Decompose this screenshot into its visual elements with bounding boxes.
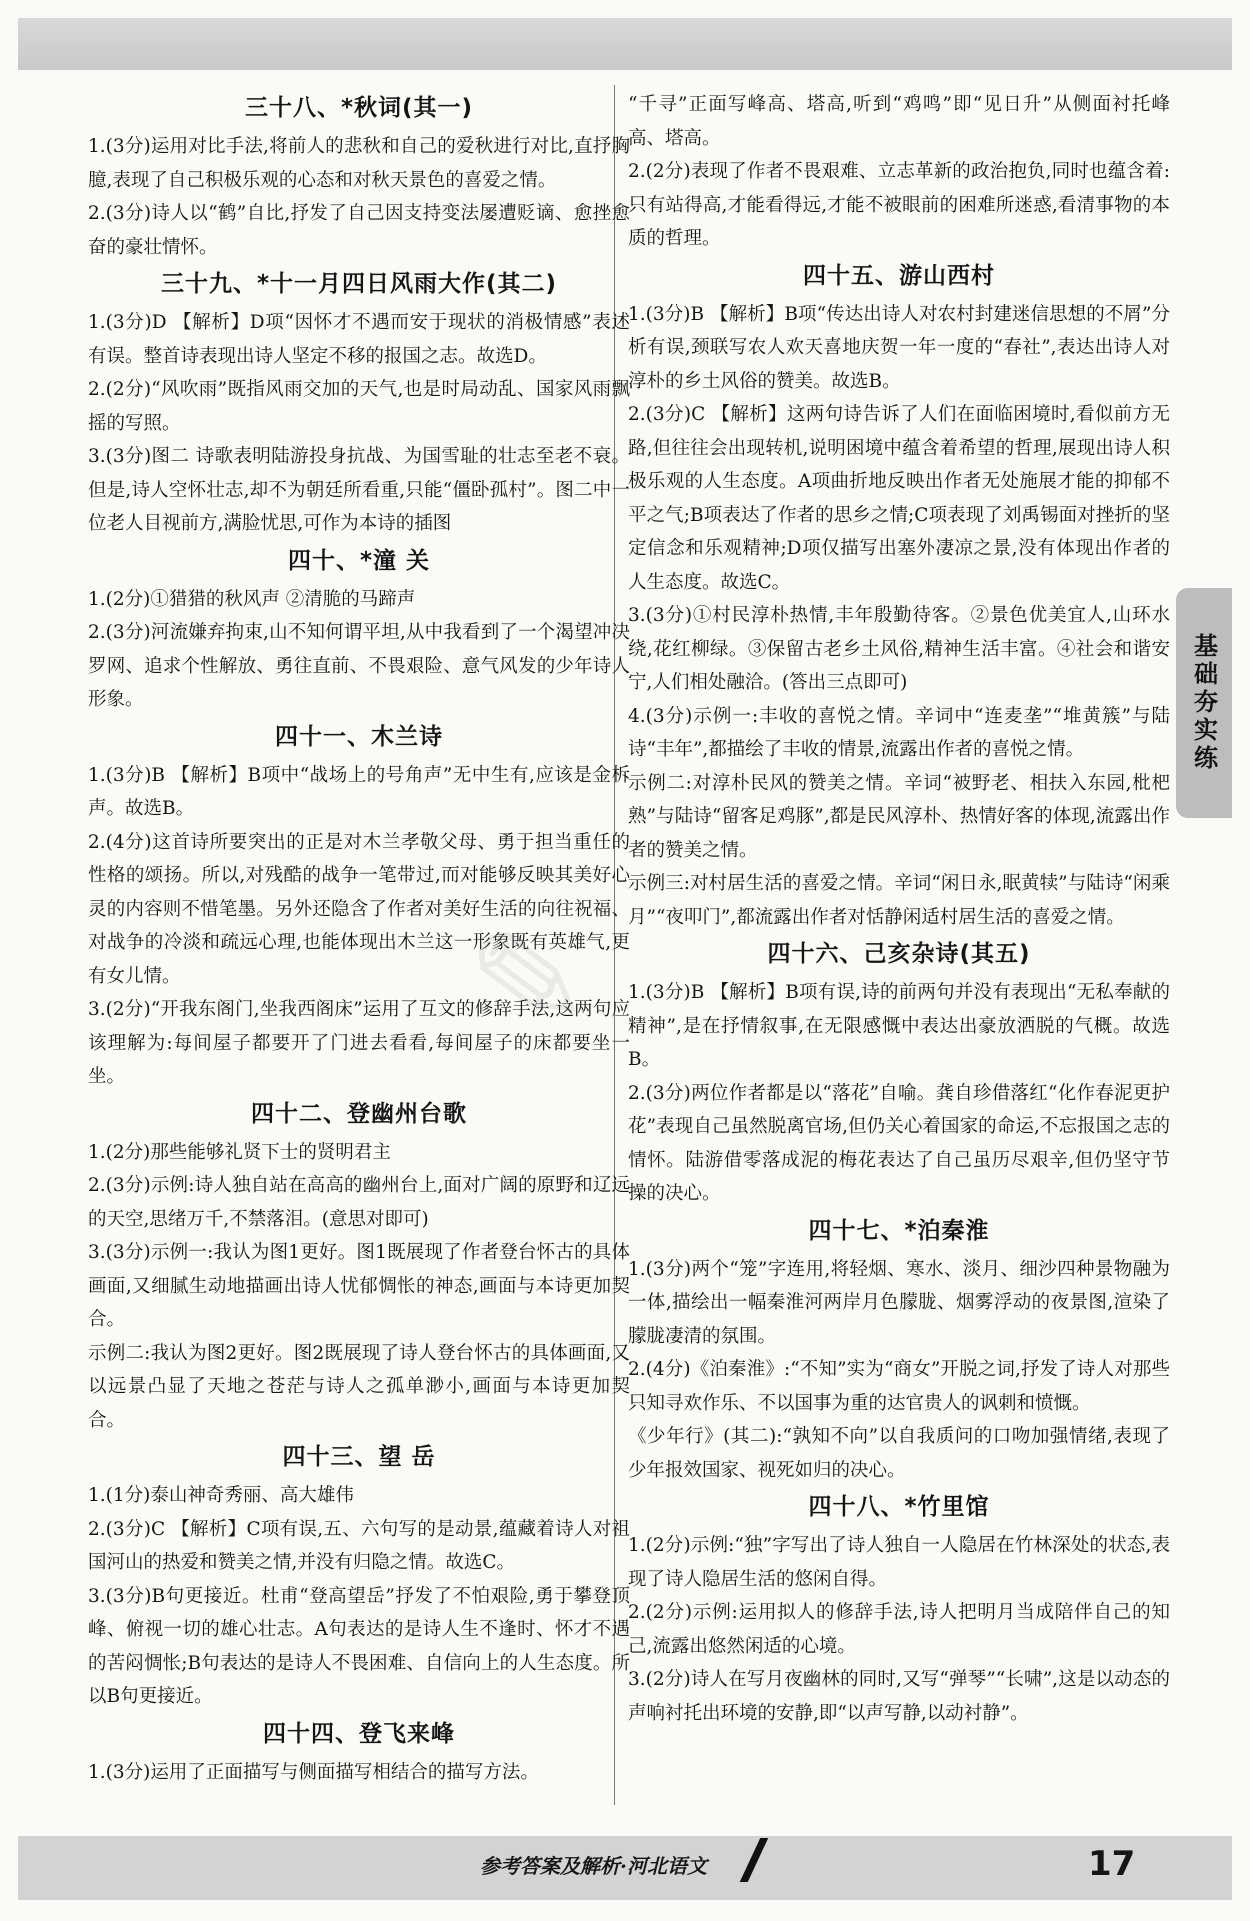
answer-item: 3.(3分)示例一:我认为图1更好。图1既展现了作者登台怀古的具体画面,又细腻生动地描画出诗人忧郁惆怅的神态,画面与本诗更加契合。 — [88, 1242, 630, 1330]
answer-item: 2.(4分)《泊秦淮》:“不知”实为“商女”开脱之词,抒发了诗人对那些只知寻欢作乐、不以国事为重的达官贵人的讽刺和愤慨。 — [628, 1359, 1170, 1414]
section-title: 四十、*潼 关 — [287, 547, 431, 574]
answer-item: 1.(3分)运用了正面描写与侧面描写相结合的描写方法。 — [88, 1761, 539, 1783]
answer-item: 2.(3分)C 【解析】C项有误,五、六句写的是动景,蕴藏着诗人对祖国河山的热爱和赞美之情,并没有归隐之情。故选C。 — [88, 1518, 630, 1573]
section-title: 四十四、登飞来峰 — [263, 1720, 455, 1747]
answer-item: 示例二:对淳朴民风的赞美之情。辛词“被野老、相扶入东园,枇杷熟”与陆诗“留客足鸡豚”,都是民风淳朴、热情好客的体现,流露出作者的赞美之情。 — [628, 772, 1170, 861]
answer-item: 示例二:我认为图2更好。图2既展现了诗人登台怀古的具体画面,又以远景凸显了天地之苍茫与诗人之孤单渺小,画面与本诗更加契合。 — [88, 1342, 630, 1431]
section-title: 四十一、木兰诗 — [275, 723, 443, 750]
section-title: 四十八、*竹里馆 — [808, 1494, 990, 1520]
answer-item: 4.(3分)示例一:丰收的喜悦之情。辛词中“连麦垄”“堆黄簇”与陆诗“丰年”,都描绘了丰收的情景,流露出作者的喜悦之情。 — [628, 705, 1170, 760]
answer-item: 3.(3分)B句更接近。杜甫“登高望岳”抒发了不怕艰险,勇于攀登顶峰、俯视一切的雄心壮志。A句表达的是诗人生不逢时、怀才不遇的苦闷惆怅;B句表达的是诗人不畏困难、自信向上的人生态度。所以B句更接近。 — [88, 1585, 630, 1707]
answer-item: 3.(3分)①村民淳朴热情,丰年殷勤待客。②景色优美宜人,山环水绕,花红柳绿。③保留古老乡土风俗,精神生活丰富。④社会和谐安宁,人们相处融洽。(答出三点即可) — [628, 605, 1170, 693]
answer-item: 2.(2分)示例:运用拟人的修辞手法,诗人把明月当成陪伴自己的知己,流露出悠然闲适的心境。 — [628, 1602, 1170, 1657]
answer-item: 3.(2分)“开我东阁门,坐我西阁床”运用了互文的修辞手法,这两句应该理解为:每间屋子都要开了门进去看看,每间屋子的床都要坐一坐。 — [88, 999, 630, 1087]
answer-item: 2.(3分)示例:诗人独自站在高高的幽州台上,面对广阔的原野和辽远的天空,思绪万千,不禁落泪。(意思对即可) — [88, 1175, 630, 1230]
answer-item: 1.(3分)B 【解析】B项中“战场上的号角声”无中生有,应该是金柝声。故选B。 — [88, 764, 630, 819]
section-title: 三十九、*十一月四日风雨大作(其二) — [160, 271, 558, 297]
answer-item: 1.(3分)两个“笼”字连用,将轻烟、寒水、淡月、细沙四种景物融为一体,描绘出一幅秦淮河两岸月色朦胧、烟雾浮动的夜景图,渲染了朦胧凄清的氛围。 — [628, 1258, 1170, 1347]
answer-item: 3.(3分)图二 诗歌表明陆游投身抗战、为国雪耻的壮志至老不衰。但是,诗人空怀壮志,却不为朝廷所看重,只能“僵卧孤村”。图二中一位老人目视前方,满脸忧思,可作为本诗的插图 — [88, 446, 630, 534]
answer-item: 1.(2分)示例:“独”字写出了诗人独自一人隐居在竹林深处的状态,表现了诗人隐居生活的悠闲自得。 — [628, 1535, 1170, 1590]
section-title: 四十五、游山西村 — [803, 262, 995, 289]
answer-item: 《少年行》(其二):“孰知不向”以自我质问的口吻加强情绪,表现了少年报效国家、视死如归的决心。 — [628, 1426, 1170, 1481]
answer-item: 1.(2分)①猎猎的秋风声 ②清脆的马蹄声 — [88, 588, 416, 610]
watermark: ✎ — [459, 892, 599, 1071]
answer-item: 1.(1分)泰山神奇秀丽、高大雄伟 — [88, 1485, 354, 1506]
page-number: 17 — [1088, 1844, 1136, 1884]
section-title: 四十三、望 岳 — [282, 1444, 436, 1470]
answer-item: 1.(3分)B 【解析】B项“传达出诗人对农村封建迷信思想的不屑”分析有误,颈联写农人欢天喜地庆贺一年一度的“春社”,表达出诗人对淳朴的乡土风俗的赞美。故选B。 — [628, 303, 1170, 392]
top-bar — [18, 18, 1232, 70]
right-column — [628, 88, 1170, 1730]
answer-item: 1.(3分)D 【解析】D项“因怀才不遇而安于现状的消极情感”表述有误。整首诗表现出诗人坚定不移的报国之志。故选D。 — [88, 312, 630, 367]
answer-item: 2.(3分)诗人以“鹤”自比,抒发了自己因支持变法屡遭贬谪、愈挫愈奋的豪壮情怀。 — [88, 203, 630, 258]
answer-item: 示例三:对村居生活的喜爱之情。辛词“闲日永,眠黄犊”与陆诗“闲乘月”“夜叩门”,都流露出作者对恬静闲适村居生活的喜爱之情。 — [628, 873, 1170, 928]
answer-item: 1.(3分)B 【解析】B项有误,诗的前两句并没有表现出“无私奉献的精神”,是在抒情叙事,在无限感慨中表达出豪放洒脱的气概。故选B。 — [628, 982, 1170, 1070]
answer-item: 2.(3分)两位作者都是以“落花”自喻。龚自珍借落红“化作春泥更护花”表现自己虽然脱离官场,但仍关心着国家的命运,不忘报国之志的情怀。陆游借零落成泥的梅花表达了自己虽历尽艰辛,但仍坚守节操的决心。 — [628, 1082, 1170, 1204]
section-title: 三十八、*秋词(其一) — [244, 95, 474, 121]
answer-item: 2.(2分)“风吹雨”既指风雨交加的天气,也是时局动乱、国家风雨飘摇的写照。 — [88, 379, 630, 434]
side-tab — [1176, 588, 1232, 818]
answer-item: 3.(2分)诗人在写月夜幽林的同时,又写“弹琴”“长啸”,这是以动态的声响衬托出环境的安静,即“以声写静,以动衬静”。 — [628, 1669, 1170, 1724]
answer-item: 2.(3分)C 【解析】这两句诗告诉了人们在面临困境时,看似前方无路,但往往会出现转机,说明困境中蕴含着希望的哲理,展现出诗人积极乐观的人生态度。A项曲折地反映出作者无处施展才能的抑郁不平之气;B项表达了作者的思乡之情;C项表现了刘禹锡面对挫折的坚定信念和乐观精神;D项仅描写出塞外凄凉之景,没有体现出作者的人生态度。故选C。 — [628, 404, 1170, 593]
side-tab-label: 基础夯实练 — [1189, 633, 1218, 773]
left-column — [88, 88, 630, 1789]
footer-text: 参考答案及解析·河北语文 — [480, 1854, 707, 1878]
section-title: 四十七、*泊秦淮 — [808, 1217, 990, 1244]
answer-item: 1.(3分)运用对比手法,将前人的悲秋和自己的爱秋进行对比,直抒胸臆,表现了自己积极乐观的心态和对秋天景色的喜爱之情。 — [88, 136, 630, 191]
section-title: 四十二、登幽州台歌 — [251, 1100, 467, 1127]
answer-item: 2.(2分)表现了作者不畏艰难、立志革新的政治抱负,同时也蕴含着:只有站得高,才能看得远,才能不被眼前的困难所迷惑,看清事物的本质的哲理。 — [628, 161, 1170, 249]
answer-item: 2.(4分)这首诗所要突出的正是对木兰孝敬父母、勇于担当重任的性格的颂扬。所以,对残酷的战争一笔带过,而对能够反映其美好心灵的内容则不惜笔墨。另外还隐含了作者对美好生活的向往祝福、对战争的冷淡和疏远心理,也能体现出木兰这一形象既有英雄气,更有女儿情。 — [88, 831, 630, 987]
section-title: 四十六、己亥杂诗(其五) — [767, 941, 1031, 967]
answer-item: 2.(3分)河流嫌弃拘束,山不知何谓平坦,从中我看到了一个渴望冲决罗网、追求个性解放、勇往直前、不畏艰险、意气风发的少年诗人形象。 — [88, 622, 630, 710]
answer-item: 1.(2分)那些能够礼贤下士的贤明君主 — [88, 1141, 391, 1163]
answer-item: “千寻”正面写峰高、塔高,听到“鸡鸣”即“见日升”从侧面衬托峰高、塔高。 — [628, 94, 1170, 149]
